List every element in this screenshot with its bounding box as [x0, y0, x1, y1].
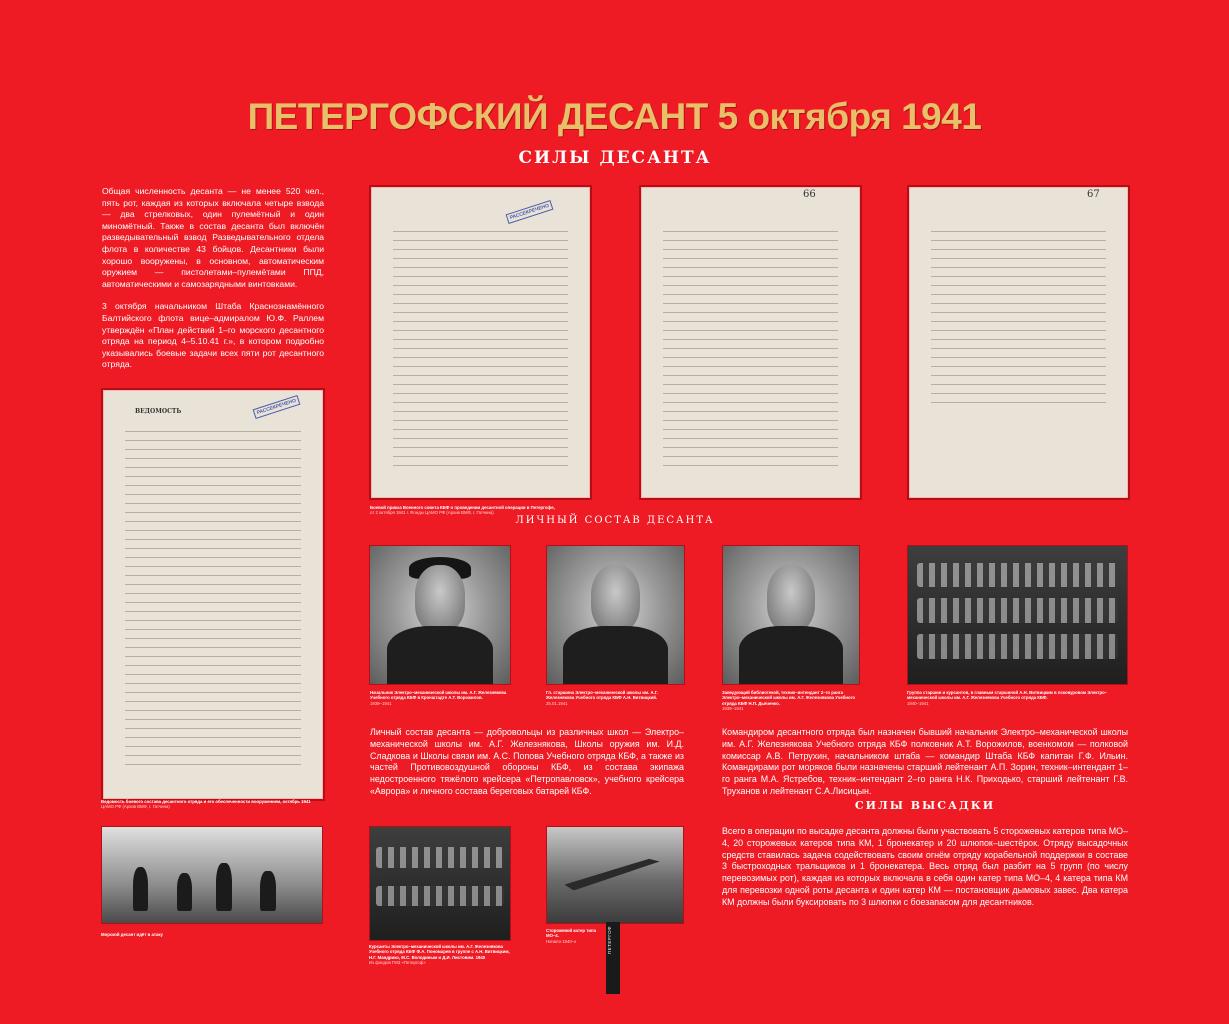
personnel-text-block — [370, 727, 684, 798]
landing-paragraph: Всего в операции по высадке десанта должны были участвовать 5 сторожевых катеров типа МО–4, 20 сторожевых катеров типа КМ, 1 бронекатер и 20 шлюпок–шестёрок. Отряду высадочных средств ставилась задача содействовать своим огнём отряду корабельной поддержки в составе 3 быстроходных тральщиков и 1 бронекатера. Весь отряд был разбит на 5 групп (по числу перевозимых рот), каждая из которых включала в себя один катер типа МО–4, 4 катера типа КМ для перевозки одной роты десанта и один катер КМ — постановщик дымовых завес. Два катера КМ должны были буксировать по 3 шлюпки с боезапасом для десантников. — [722, 826, 1128, 907]
caption-cadets: Курсанты Электро–механической школы им. А.Г. Железнякова Учебного отряда КБФ Ф.А. Пономарев в группе с А.Н. Витвицким, Н.Г. Мандрико, М.С. Володиным и Д.И. Листовим. 1940 Из фондов ГМЗ «Петергоф» — [369, 944, 510, 966]
commanders-text-block — [722, 727, 1128, 798]
page-title: ПЕТЕРГОФСКИЙ ДЕСАНТ 5 октября 1941 — [247, 96, 982, 137]
page-number: 66 — [803, 189, 816, 200]
section-title-landing: СИЛЫ ВЫСАДКИ — [854, 799, 996, 812]
photo-vorozhilov — [369, 545, 511, 685]
caption-attack: Морской десант идёт в атаку — [101, 932, 163, 937]
page-number: 67 — [1087, 189, 1100, 200]
photo-landing-attack — [101, 826, 323, 924]
photo-patrol-boat — [546, 826, 684, 924]
caption-group: Группа старшин и курсантов, в главным старшиной А.Н. Витвицким в псковуровом Электро–механической школы им. А.Г. Железнякова Учебного отряда КБФ. 1940–1941 — [907, 690, 1108, 706]
intro-paragraph-2: 3 октября начальником Штаба Краснознамённого Балтийского флота вице–адмиралом Ю.Ф. Раллем утверждён «План действий 1–го морского десантного отряда на период 4–5.10.41 г.», в котором подробно указывались боевые задачи всех пяти рот десантного отряда. — [102, 301, 324, 370]
document-statement — [101, 388, 325, 801]
document-heading: ВЕДОМОСТЬ — [135, 408, 182, 415]
document-order-page-67 — [907, 185, 1130, 500]
caption-vitvitsky: Гл. старшина Электро–механической школы им. А.Г. Железнякова Учебного отряда КБФ А.Н. Витвицкий. 25.01.1941 — [546, 690, 658, 706]
caption-vorozhilov: Начальник Электро–механической школы им. А.Г. Железнякова Учебного отряда КБФ в Кронштадте А.Т. Ворожилов. 1939–1941 — [370, 690, 507, 706]
section-title-forces: СИЛЫ ДЕСАНТА — [518, 148, 712, 168]
photo-group-cadets — [907, 545, 1128, 685]
logo-band: ПЕТЕРГОФ — [606, 922, 620, 994]
landing-text-block — [722, 826, 1128, 909]
personnel-paragraph: Личный состав десанта — добровольцы из различных школ — Электро–механической школы им. А.Г. Железнякова, Школы оружия им. И.Д. Сладкова и Школы связи им. А.С. Попова Учебного отряда КБФ, а также из частей Противовоздушной обороны КБФ, из состава экипажа недостроенного тяжёлого крейсера «Петропавловск», учебного крейсера «Аврора» и личного состава береговых батарей КБФ. — [370, 727, 684, 796]
section-title-personnel: ЛИЧНЫЙ СОСТАВ ДЕСАНТА — [515, 515, 715, 526]
caption-battle-order: Боевой приказ Военного совета КБФ о проведении десантной операции в Петергофе, от 2 октября 1941 г. Фонды ЦАМО РФ (Архив ВМФ, г. Гатчина) — [370, 505, 555, 516]
commanders-paragraph: Командиром десантного отряда был назначен бывший начальник Электро–механической школы им. А.Г. Железнякова Учебного отряда КБФ полковник А.Т. Ворожилов, военкомом — полковой комиссар А.В. Петрухин, начальником штаба — командир Штаба КБФ капитан Г.Ф. Ильин. Командирами рот моряков были назначены старший лейтенант А.П. Зорин, техник–интендант 1–го ранга М.А. Ястребов, техник–интендант 2–го ранга Н.К. Приходько, старший лейтенант Г.В. Труханов и лейтенант С.А.Лисицын. — [722, 727, 1128, 796]
declassified-stamp: РАССЕКРЕЧЕНО — [506, 200, 554, 224]
caption-statement: Ведомость боевого состава десантного отряда и его обеспеченности вооружением, октябрь 1941 ЦАМО РФ (Архив ВМФ, г. Гатчина) — [101, 799, 311, 810]
intro-text-block — [102, 186, 324, 371]
document-battle-order — [369, 185, 592, 500]
photo-cadets-group — [369, 826, 511, 941]
document-order-page-66 — [639, 185, 862, 500]
photo-vitvitsky — [546, 545, 685, 685]
photo-dyachenko — [722, 545, 860, 685]
caption-dyachenko: Заведующий библиотекой, техник–интендант 2–го ранга Электро–механической школы им. А.Г. Железнякова Учебного отряда КБФ Н.П. Дьяченко. 1939–1941 — [722, 690, 855, 712]
declassified-stamp: РАССЕКРЕЧЕНО — [253, 395, 301, 419]
caption-boat: Сторожевой катер типа МО–4. Начало 1940–х — [546, 928, 596, 944]
intro-paragraph-1: Общая численность десанта — не менее 520 чел., пять рот, каждая из которых включала четыре взвода — два стрелковых, один пулемётный и один миномётный. Также в состав десанта был включён разведывательный взвод Разведывательного отдела флота в количестве 43 бойцов. Десантники были хорошо вооружены, в основном, автоматическим оружием — пистолетами–пулемётами ППД, автоматическими и самозарядными винтовками. — [102, 186, 324, 289]
